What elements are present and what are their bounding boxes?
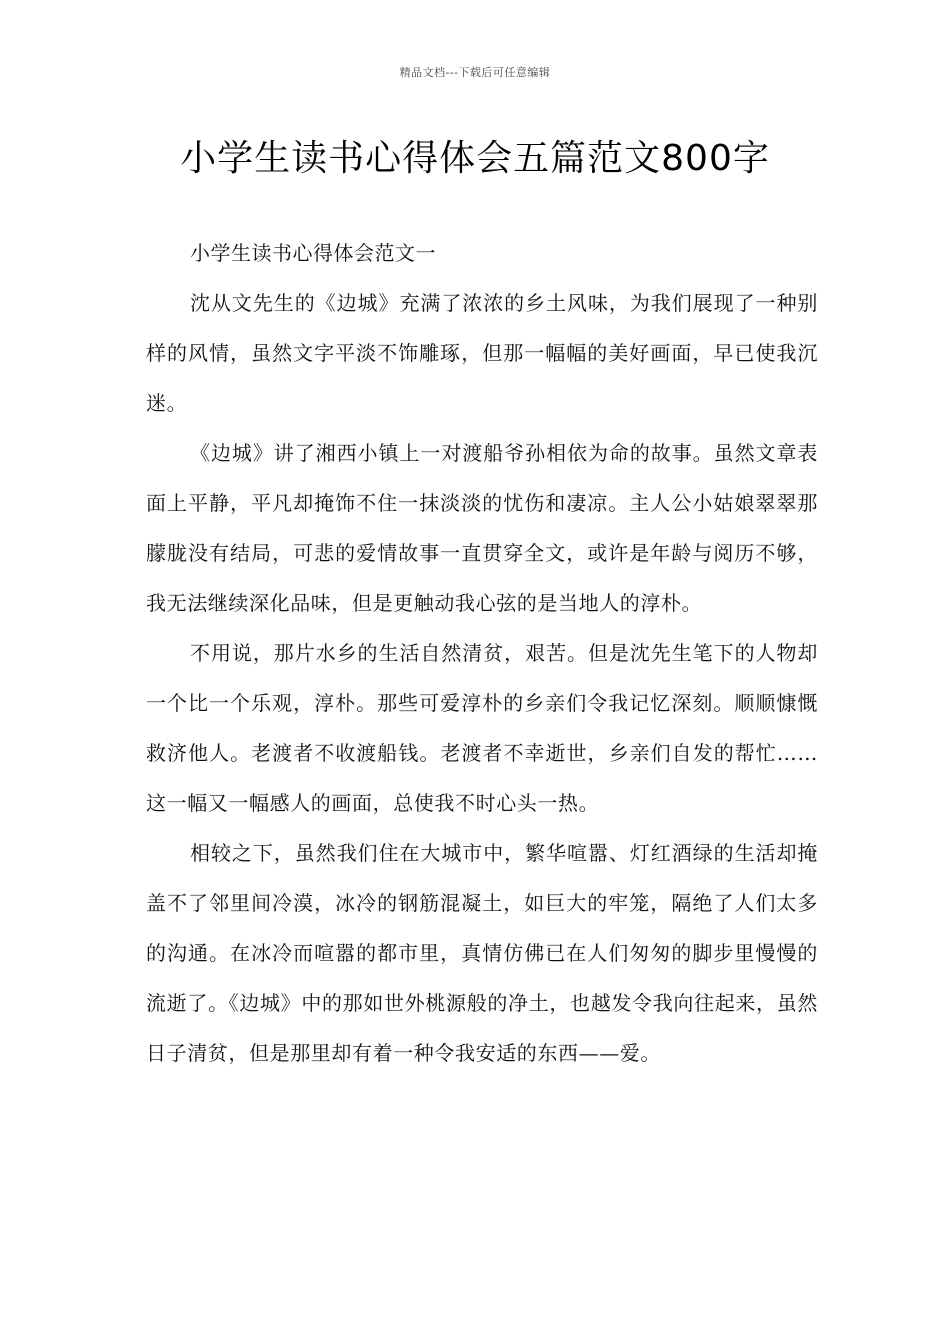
paragraph-1: 沈从文先生的《边城》充满了浓浓的乡土风味，为我们展现了一种别样的风情，虽然文字平淡不饰雕琢，但那一幅幅的美好画面，早已使我沉迷。	[146, 291, 818, 415]
document-title: 小学生读书心得体会五篇范文800字	[180, 138, 770, 179]
paragraph-3: 不用说，那片水乡的生活自然清贫，艰苦。但是沈先生笔下的人物却一个比一个乐观，淳朴。那些可爱淳朴的乡亲们令我记忆深刻。顺顺慷慨救济他人。老渡者不收渡船钱。老渡者不幸逝世，乡亲们自发的帮忙……这一幅又一幅感人的画面，总使我不时心头一热。	[146, 641, 818, 815]
section-heading: 小学生读书心得体会范文一	[190, 241, 436, 265]
paragraph-2: 《边城》讲了湘西小镇上一对渡船爷孙相依为命的故事。虽然文章表面上平静，平凡却掩饰不住一抹淡淡的忧伤和凄凉。主人公小姑娘翠翠那朦胧没有结局，可悲的爱情故事一直贯穿全文，或许是年龄与阅历不够，我无法继续深化品味，但是更触动我心弦的是当地人的淳朴。	[146, 441, 818, 615]
document-body	[146, 228, 818, 1078]
page-header-watermark: 精品文档---下载后可任意编辑	[399, 66, 551, 79]
paragraph-4: 相较之下，虽然我们住在大城市中，繁华喧嚣、灯红酒绿的生活却掩盖不了邻里间冷漠，冰冷的钢筋混凝土，如巨大的牢笼，隔绝了人们太多的沟通。在冰冷而喧嚣的都市里，真情仿佛已在人们匆匆的脚步里慢慢的流逝了。《边城》中的那如世外桃源般的净土，也越发令我向往起来，虽然日子清贫，但是那里却有着一种令我安适的东西——爱。	[146, 841, 818, 1065]
